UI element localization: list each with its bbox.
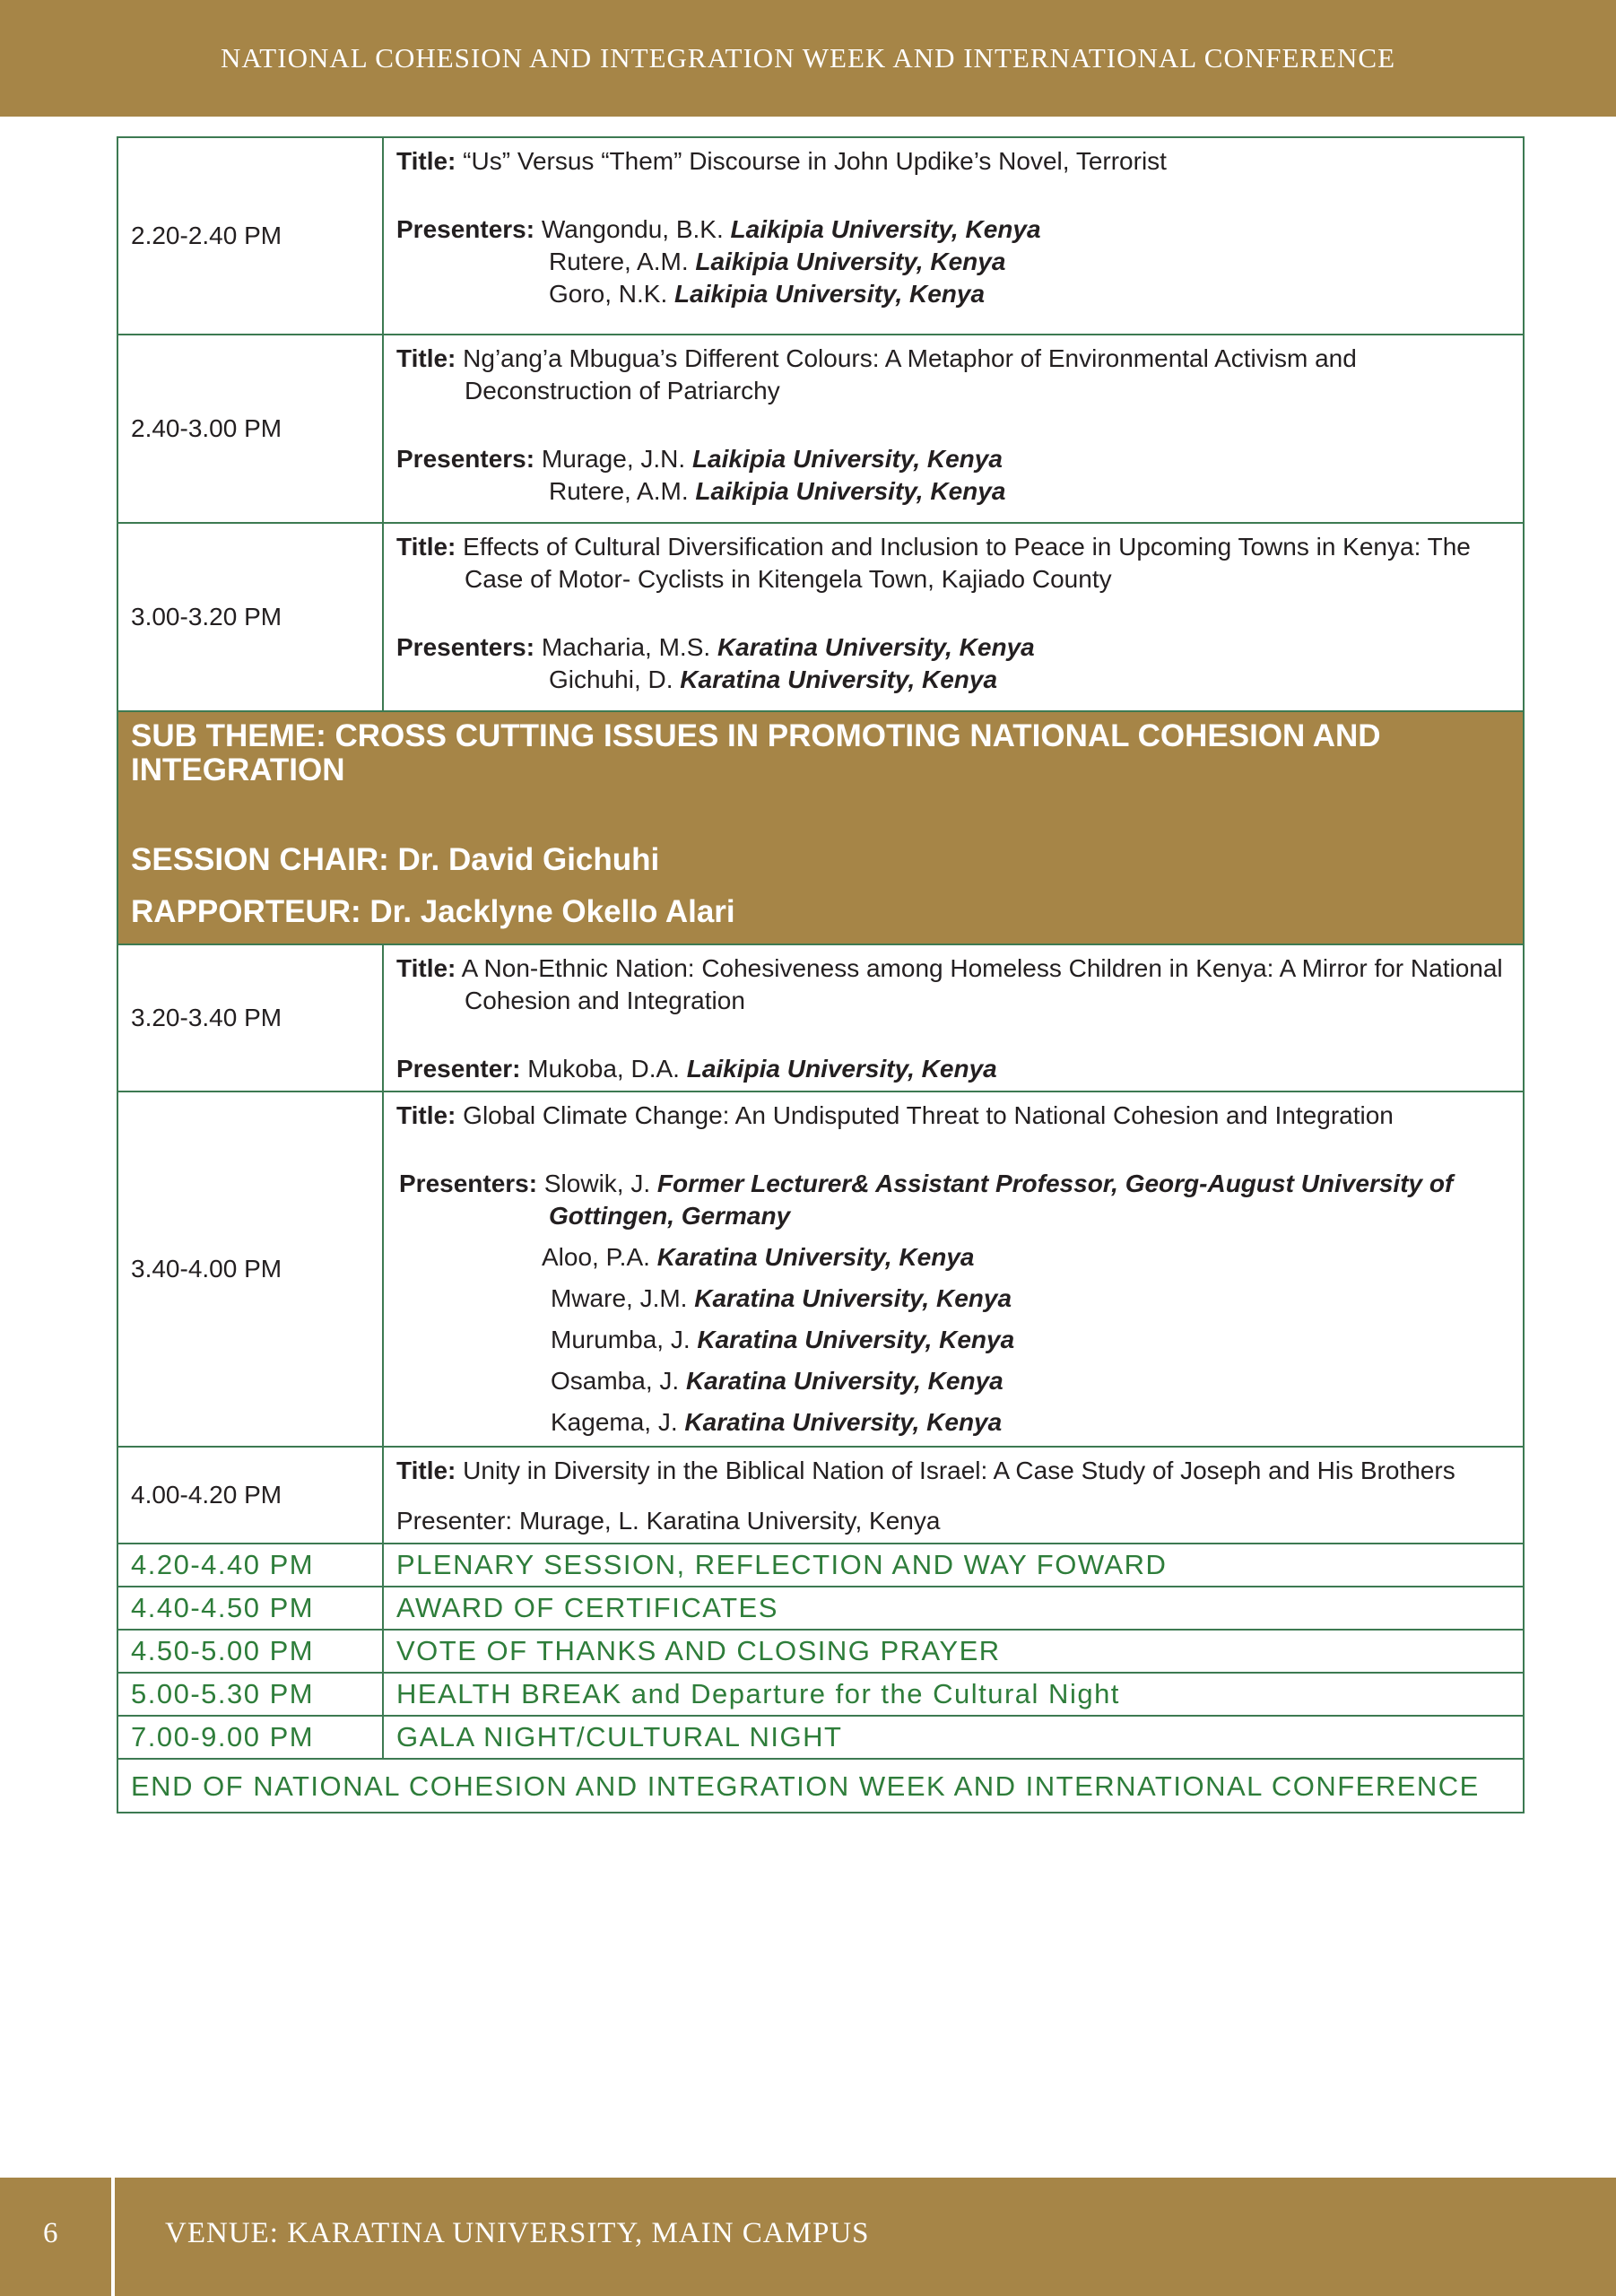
presenter-line [396,213,1508,246]
presenter-affiliation: Karatina University, Kenya [697,1326,1015,1353]
presenter-name: Rutere, A.M. [549,248,689,275]
presenter-label: Presenter: [396,1055,521,1083]
title-text: “Us” Versus “Them” Discourse in John Updike’s Novel, Terrorist [463,147,1167,175]
presenter-line [396,1274,1508,1315]
presenter-name: Mukoba, D.A. [527,1055,680,1083]
presenter-line [396,1356,1508,1397]
presenter-affiliation: Karatina University, Kenya [680,665,998,693]
session-content [383,1091,1524,1447]
session-title [396,1100,1508,1132]
presenter-name: Wangondu, B.K. [541,215,724,243]
session-content [383,523,1524,711]
session-time: 4.00-4.20 PM [117,1447,383,1544]
closing-row [117,1544,1524,1587]
presenter-line [396,1397,1508,1439]
session-row [117,523,1524,711]
subtheme-block [117,711,1524,944]
presenter-name: Slowik, J. [543,1170,651,1197]
venue-text: VENUE: KARATINA UNIVERSITY, MAIN CAMPUS [165,2217,870,2249]
presenter-line [396,1053,1508,1085]
presenter-name: Rutere, A.M. [549,477,689,505]
presenter-name: Osamba, J. [551,1367,680,1395]
presenter-line [396,278,1508,310]
presenter-name: Aloo, P.A. [542,1243,650,1271]
title-label: Title: [396,954,456,982]
subtheme-row [117,711,1524,944]
session-row [117,1447,1524,1544]
session-time: 3.40-4.00 PM [117,1091,383,1447]
closing-time: 4.20-4.40 PM [117,1544,383,1587]
session-row [117,137,1524,335]
presenter-line [396,664,1508,696]
footer-divider [111,2178,115,2296]
presenters-label: Presenters: [396,215,535,243]
presenter-name: Mware, J.M. [551,1284,688,1312]
presenter-line [396,1315,1508,1356]
presenters-label: Presenters: [396,633,535,661]
title-text: Unity in Diversity in the Biblical Nation of Israel: A Case Study of Joseph and His Brothers [463,1457,1455,1484]
session-title [396,952,1508,1017]
presenter-affiliation: Karatina University, Kenya [717,633,1035,661]
presenter-affiliation: Laikipia University, Kenya [691,445,1003,473]
program-table [117,136,1525,1813]
presenter-line [396,475,1508,508]
presenter-name: Goro, N.K. [549,280,668,308]
session-time: 2.20-2.40 PM [117,137,383,335]
session-row [117,944,1524,1091]
presenter-affiliation: Karatina University, Kenya [656,1243,975,1271]
closing-time: 5.00-5.30 PM [117,1673,383,1716]
presenter-affiliation: Laikipia University, Kenya [730,215,1041,243]
session-title [396,1455,1508,1487]
closing-event: GALA NIGHT/CULTURAL NIGHT [383,1716,1524,1759]
page-number: 6 [43,2217,58,2249]
presenter-affiliation: Karatina University, Kenya [684,1408,1003,1436]
title-label: Title: [396,1101,456,1129]
title-text: A Non-Ethnic Nation: Cohesiveness among Homeless Children in Kenya: A Mirror for National Cohesion and Integration [461,954,1503,1014]
closing-event: HEALTH BREAK and Departure for the Cultural Night [383,1673,1524,1716]
presenter-affiliation: Laikipia University, Kenya [674,280,986,308]
closing-time: 7.00-9.00 PM [117,1716,383,1759]
closing-row [117,1587,1524,1630]
session-time: 3.20-3.40 PM [117,944,383,1091]
presenter-name: Macharia, M.S. [541,633,711,661]
title-label: Title: [396,344,456,372]
end-note: END OF NATIONAL COHESION AND INTEGRATION WEEK AND INTERNATIONAL CONFERENCE [117,1759,1524,1813]
rapporteur: RAPPORTEUR: Dr. Jacklyne Okello Alari [131,894,735,929]
presenter-affiliation: Laikipia University, Kenya [695,248,1006,275]
presenter-affiliation: Former Lecturer& Assistant Professor, Georg-August University of Gottingen, Germany [549,1170,1454,1230]
presenter-affiliation: Karatina University, Kenya [694,1284,1012,1312]
session-content [383,137,1524,335]
title-text: Ng’ang’a Mbugua’s Different Colours: A Metaphor of Environmental Activism and Deconstruction of Patriarchy [463,344,1357,404]
header-title: NATIONAL COHESION AND INTEGRATION WEEK AND INTERNATIONAL CONFERENCE [220,42,1396,74]
session-time: 3.00-3.20 PM [117,523,383,711]
session-row [117,1091,1524,1447]
session-title [396,531,1508,596]
session-time: 2.40-3.00 PM [117,335,383,523]
presenter-affiliation: Karatina University, Kenya [685,1367,1003,1395]
session-row [117,335,1524,523]
presenters-label: Presenters: [396,445,535,473]
title-label: Title: [396,533,456,561]
session-content [383,335,1524,523]
presenter-name: Murage, J.N. [541,445,686,473]
title-text: Global Climate Change: An Undisputed Threat to National Cohesion and Integration [463,1101,1394,1129]
session-chair: SESSION CHAIR: Dr. David Gichuhi [131,842,660,877]
presenter-line [396,1168,1508,1232]
closing-row [117,1716,1524,1759]
page-header [0,0,1616,117]
session-content [383,944,1524,1091]
presenter-name: Kagema, J. [551,1408,678,1436]
presenter-name: Gichuhi, D. [549,665,673,693]
end-note-row [117,1759,1524,1813]
title-label: Title: [396,1457,456,1484]
session-title [396,145,1508,178]
presenter-line [396,443,1508,475]
presenter-name: Murumba, J. [551,1326,691,1353]
session-content [383,1447,1524,1544]
closing-event: VOTE OF THANKS AND CLOSING PRAYER [383,1630,1524,1673]
session-title [396,343,1508,407]
presenter-affiliation: Laikipia University, Kenya [695,477,1006,505]
closing-event: PLENARY SESSION, REFLECTION AND WAY FOWARD [383,1544,1524,1587]
presenter-line [396,631,1508,664]
closing-row [117,1630,1524,1673]
page-footer [0,2178,1616,2296]
presenters-label: Presenters: [399,1170,538,1197]
closing-row [117,1673,1524,1716]
presenter-line: Presenter: Murage, L. Karatina University, Kenya [396,1507,941,1535]
closing-time: 4.50-5.00 PM [117,1630,383,1673]
closing-time: 4.40-4.50 PM [117,1587,383,1630]
presenter-affiliation: Laikipia University, Kenya [686,1055,997,1083]
title-text: Effects of Cultural Diversification and Inclusion to Peace in Upcoming Towns in Kenya: The Case of Motor- Cyclists in Kitengela Town, Kajiado County [463,533,1471,593]
presenter-line [396,246,1508,278]
subtheme-heading: SUB THEME: CROSS CUTTING ISSUES IN PROMOTING NATIONAL COHESION AND INTEGRATION [131,718,1381,787]
closing-event: AWARD OF CERTIFICATES [383,1587,1524,1630]
presenter-line [396,1232,1508,1274]
title-label: Title: [396,147,456,175]
